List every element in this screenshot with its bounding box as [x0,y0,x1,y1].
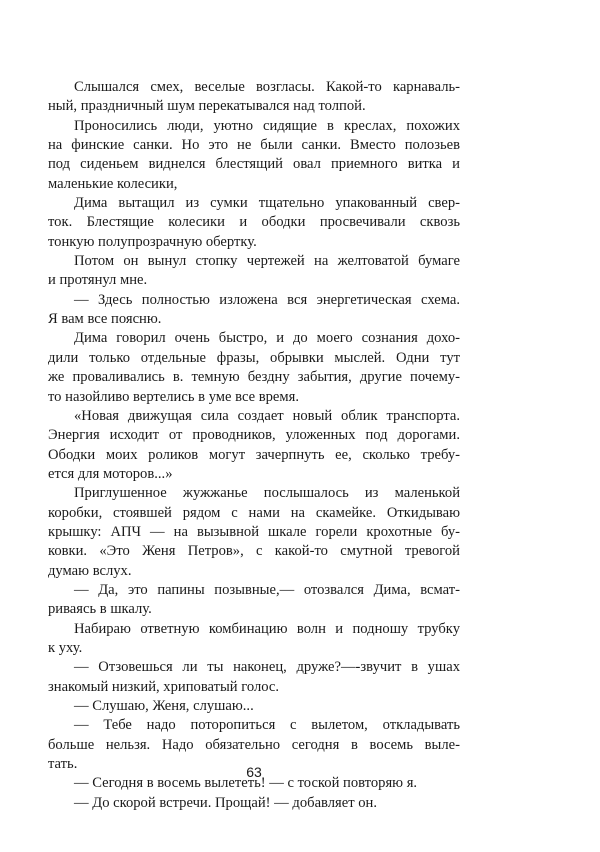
text-line: Приглушенное жужжанье послышалось из маленькой [74,485,460,502]
text-line: тать. [48,756,78,773]
text-line: Слышался смех, веселые возгласы. Какой-то карнаваль- [74,79,460,95]
text-line: крышку: АПЧ — на вызывной шкале горели крохотные бу- [48,523,460,540]
text-line: знакомый низкий, хриповатый голос. [48,678,280,695]
text-line: под сиденьем виднелся блестящий овал приемного витка и [48,156,460,173]
text-line: риваясь в шкалу. [48,601,152,618]
text-line: Набираю ответную комбинацию волн и подношу трубку [74,620,460,637]
paragraph [48,407,460,484]
text-line: Дима вытащил из сумки тщательно упакованный свер- [74,195,460,212]
text-line: коробки, стоявшей рядом с нами на скамейке. Откидываю [48,504,460,521]
paragraph [48,484,460,581]
paragraph [48,794,460,813]
text-line: — Отзовешься ли ты наконец, друже?—-звучит в ушах [74,659,460,676]
paragraph [48,581,460,620]
text-line: — Сегодня в восемь вылететь! — с тоской повторяю я. [74,775,418,792]
text-line: дили только отдельные фразы, обрывки мыслей. Одни тут [48,349,460,366]
text-line: — Здесь полностью изложена вся энергетическая схема. [74,291,460,308]
text-line: — Слушаю, Женя, слушаю... [74,698,254,714]
text-line: маленькие колесики, [48,175,178,192]
paragraph [48,117,460,194]
text-line: «Новая движущая сила создает новый облик транспорта. [74,407,460,424]
text-line: ный, праздничный шум перекатывался над толпой. [48,98,366,115]
text-line: — Да, это папины позывные,— отозвался Дима, всмат- [74,581,460,598]
text-line: и протянул мне. [48,272,148,289]
text-line: то назойливо вертелись в уме все время. [48,388,300,405]
text-line: Энергия исходит от проводников, уложенных под дорогами. [48,427,460,444]
paragraph [48,329,460,406]
text-line: Дима говорил очень быстро, и до моего сознания дохо- [74,330,460,347]
text-line: ток. Блестящие колесики и ободки просвечивали сквозь [48,214,460,231]
text-line: думаю вслух. [48,562,132,579]
paragraph [48,658,460,697]
text-line: — Тебе надо поторопиться с вылетом, откладывать [74,717,460,734]
paragraph [48,620,460,659]
text-line: больше нельзя. Надо обязательно сегодня в восемь выле- [48,736,460,753]
text-line: ется для моторов...» [48,465,173,482]
paragraph [48,78,460,117]
text-line: к уху. [48,639,83,656]
paragraph [48,291,460,330]
text-line: — До скорой встречи. Прощай! — добавляет он. [74,794,377,811]
paragraph [48,194,460,252]
text-line: Ободки моих роликов могут зачерпнуть ее, сколько требу- [48,446,460,463]
text-line: на финские санки. Но это не были санки. Вместо полозьев [48,137,460,154]
paragraph [48,697,460,716]
page-number: 63 [246,764,262,780]
body-text [48,78,460,813]
text-line: ковки. «Это Женя Петров», с какой-то смутной тревогой [48,543,460,560]
text-line: же проваливались в. темную бездну забытия, другие почему- [48,369,460,386]
paragraph [48,252,460,291]
text-line: Потом он вынул стопку чертежей на желтоватой бумаге [74,253,460,270]
text-line: Проносились люди, уютно сидящие в креслах, похожих [74,117,460,134]
text-line: Я вам все поясню. [48,311,162,328]
text-line: тонкую полупрозрачную обертку. [48,233,257,250]
